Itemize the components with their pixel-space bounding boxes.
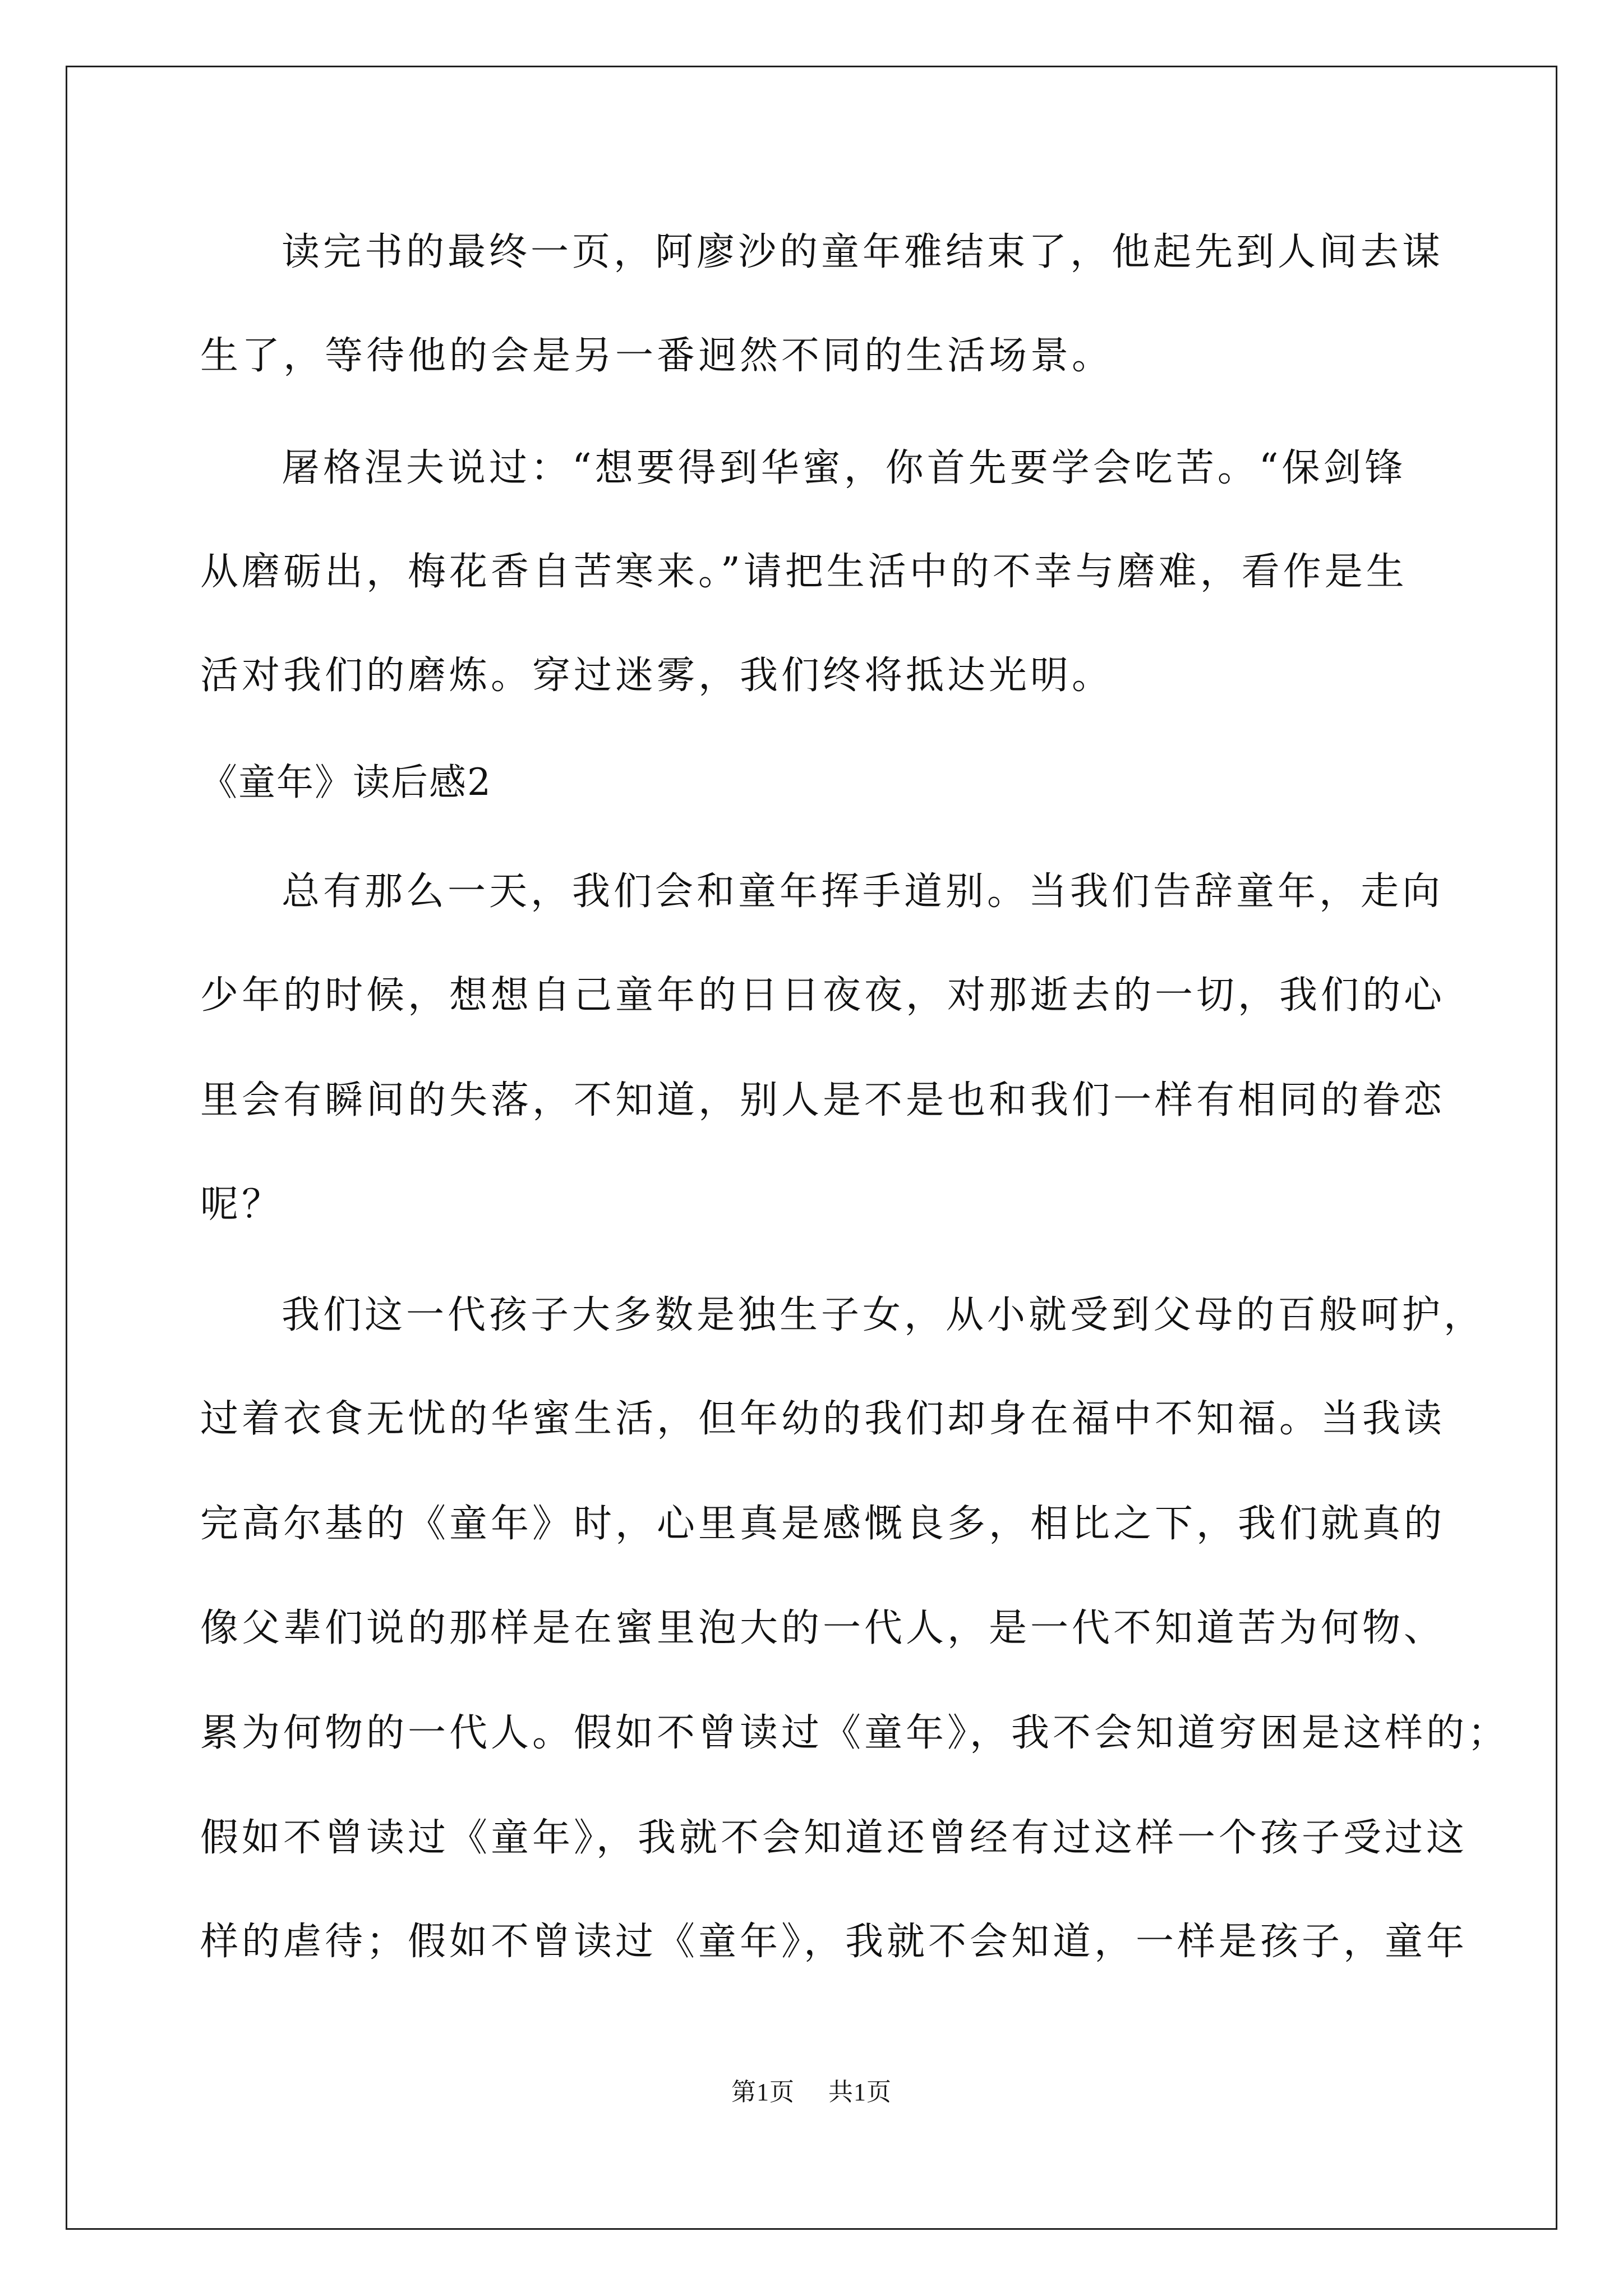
paragraph-3-line-4: 呢？ xyxy=(200,1182,284,1227)
paragraph-4-line-3: 完高尔基的《童年》时，心里真是感慨良多，相比之下，我们就真的 xyxy=(200,1502,1446,1546)
paragraph-2-line-3: 活对我们的磨炼。穿过迷雾，我们终将抵达光明。 xyxy=(200,654,1114,698)
paragraph-3-line-3: 里会有瞬间的失落，不知道，别人是不是也和我们一样有相同的眷恋 xyxy=(200,1078,1446,1122)
paragraph-2-line-1: 屠格涅夫说过：“想要得到华蜜，你首先要学会吃苦。“保剑锋 xyxy=(282,446,1407,490)
paragraph-2-line-2: 从磨砺出，梅花香自苦寒来。”请把生活中的不幸与磨难，看作是生 xyxy=(200,550,1408,594)
paragraph-4-line-6: 假如不曾读过《童年》，我就不会知道还曾经有过这样一个孩子受过这 xyxy=(200,1816,1468,1860)
page-number-total: 共1页 xyxy=(828,2078,892,2106)
paragraph-4-line-5: 累为何物的一代人。假如不曾读过《童年》，我不会知道穷困是这样的； xyxy=(200,1711,1510,1755)
paragraph-3-line-1: 总有那么一天，我们会和童年挥手道别。当我们告辞童年，走向 xyxy=(282,869,1444,914)
paragraph-4-line-4: 像父辈们说的那样是在蜜里泡大的一代人，是一代不知道苦为何物、 xyxy=(200,1606,1446,1650)
paragraph-1-line-1: 读完书的最终一页，阿廖沙的童年雅结束了，他起先到人间去谋 xyxy=(282,230,1444,274)
paragraph-4-line-7: 样的虐待；假如不曾读过《童年》，我就不会知道，一样是孩子，童年 xyxy=(200,1920,1468,1964)
page-footer xyxy=(0,2076,1623,2109)
paragraph-3-line-2: 少年的时候，想想自己童年的日日夜夜，对那逝去的一切，我们的心 xyxy=(200,973,1446,1018)
section-heading: 《童年》读后感2 xyxy=(200,761,492,804)
page-number-current: 第1页 xyxy=(731,2078,795,2106)
paragraph-1-line-2: 生了，等待他的会是另一番迥然不同的生活场景。 xyxy=(200,334,1114,378)
paragraph-4-line-1: 我们这一代孩子大多数是独生子女，从小就受到父母的百般呵护， xyxy=(282,1293,1486,1337)
paragraph-4-line-2: 过着衣食无忧的华蜜生活，但年幼的我们却身在福中不知福。当我读 xyxy=(200,1397,1446,1441)
